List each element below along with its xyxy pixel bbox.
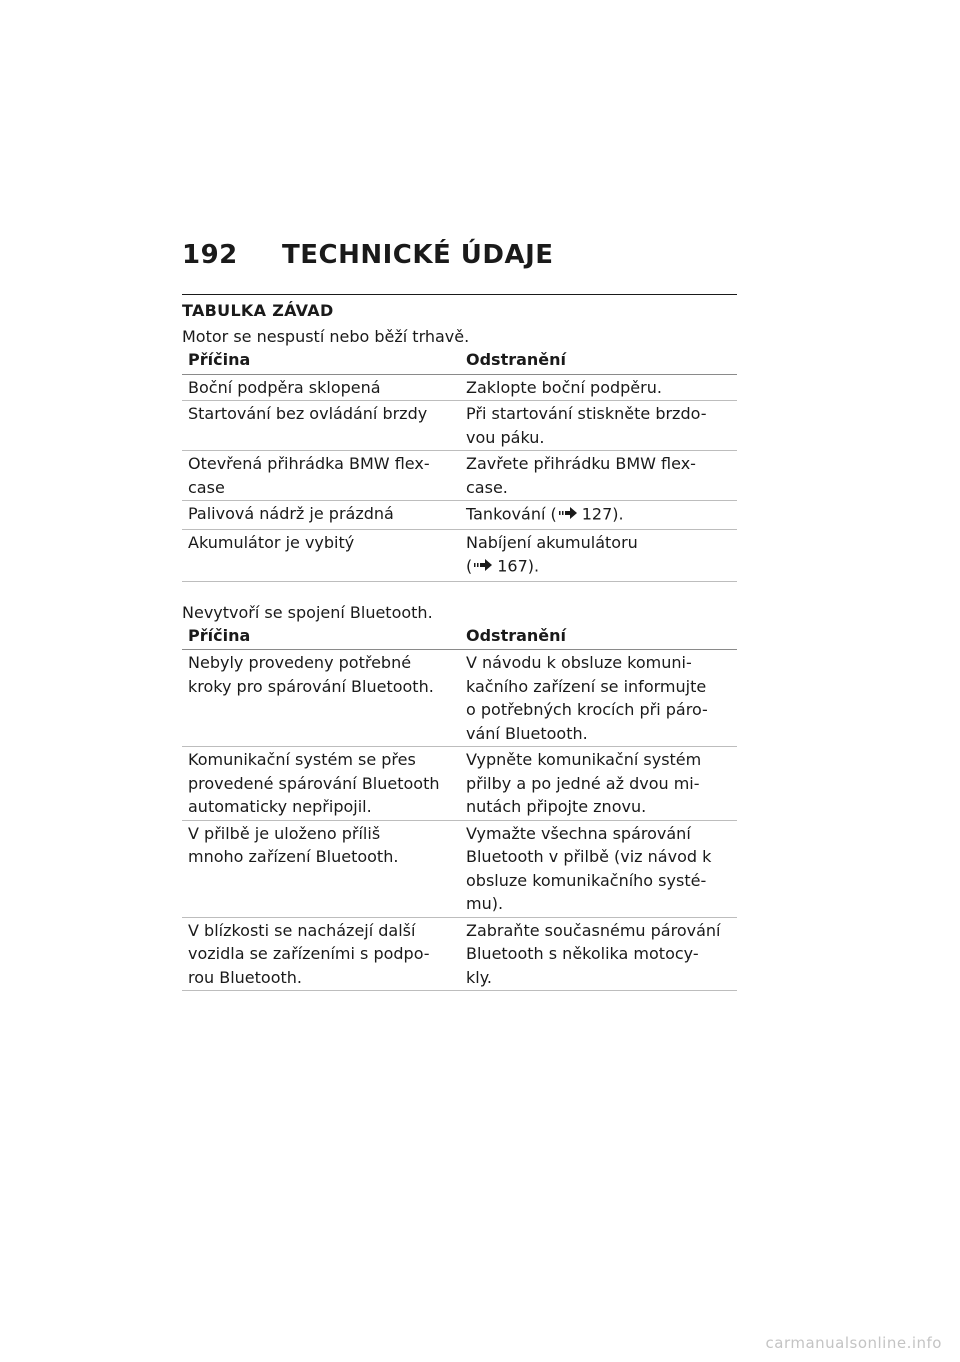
table-row [182, 747, 737, 821]
page-reference-link[interactable]: 127). [581, 504, 624, 524]
table-header-row [182, 624, 737, 650]
table-header-row [182, 348, 737, 374]
table-row [182, 650, 737, 747]
page-reference-arrow-icon [559, 502, 579, 526]
remedy-cell: Zabraňte současnému párování Bluetooth s několika motocy- kly. [466, 920, 721, 987]
remedy-cell [460, 501, 737, 530]
table-row [182, 451, 737, 501]
page-reference-link[interactable]: 167). [497, 556, 540, 576]
cause-cell: Startování bez ovládání brzdy [188, 404, 428, 423]
table-row [182, 820, 737, 917]
remedy-cell: Při startování stiskněte brzdo- vou páku. [466, 404, 707, 447]
page-header [182, 240, 737, 286]
column-header-remedy: Odstranění [466, 625, 567, 645]
header-rule [182, 294, 737, 295]
page-reference-arrow-icon [474, 554, 494, 578]
remedy-cell: Zaklopte boční podpěru. [466, 377, 662, 397]
remedy-text: Tankování ( [466, 504, 557, 524]
manual-page [182, 240, 737, 991]
table-row [182, 529, 737, 581]
column-header-cause: Příčina [188, 625, 251, 645]
fault-table-engine [182, 348, 737, 582]
cause-cell: Nebyly provedeny potřebné kroky pro spárování Bluetooth. [188, 653, 434, 696]
table-row [182, 501, 737, 530]
cause-cell: Boční podpěra sklopená [188, 377, 381, 397]
column-header-cause: Příčina [188, 350, 251, 369]
chapter-title: TECHNICKÉ ÚDAJE [282, 240, 554, 270]
symptom-bluetooth: Nevytvoří se spojení Bluetooth. [182, 602, 433, 622]
remedy-cell [460, 529, 737, 581]
remedy-text: Nabíjení akumulátoru ( [466, 532, 638, 576]
cause-cell: V přilbě je uloženo příliš mnoho zařízení Bluetooth. [188, 823, 399, 866]
table-row [182, 401, 737, 451]
cause-cell: Komunikační systém se přes provedené spárování Bluetooth automaticky nepřipojil. [188, 750, 440, 816]
remedy-cell: V návodu k obsluze komuni- kačního zařízení se informujte o potřebných krocích při páro- vání Bluetooth. [466, 653, 708, 743]
cause-cell: V blízkosti se nacházejí další vozidla se zařízeními s podpo- rou Bluetooth. [188, 920, 430, 987]
watermark: carmanualsonline.info [765, 1334, 942, 1352]
cause-cell: Palivová nádrž je prázdná [188, 504, 394, 523]
cause-cell: Otevřená přihrádka BMW flex- case [188, 454, 430, 497]
section-title: TABULKA ZÁVAD [182, 301, 334, 320]
remedy-cell: Zavřete přihrádku BMW flex- case. [466, 454, 696, 497]
remedy-cell: Vymažte všechna spárování Bluetooth v přilbě (viz návod k obsluze komunikačního systé- mu). [466, 823, 712, 913]
cause-cell: Akumulátor je vybitý [188, 532, 355, 552]
column-header-remedy: Odstranění [466, 350, 567, 369]
symptom-engine: Motor se nespustí nebo běží trhavě. [182, 327, 470, 346]
fault-table-bluetooth [182, 624, 737, 992]
page-number: 192 [182, 240, 238, 270]
remedy-cell: Vypněte komunikační systém přilby a po jedné až dvou mi- nutách připojte znovu. [466, 750, 702, 816]
table-row [182, 917, 737, 991]
table-row [182, 374, 737, 401]
